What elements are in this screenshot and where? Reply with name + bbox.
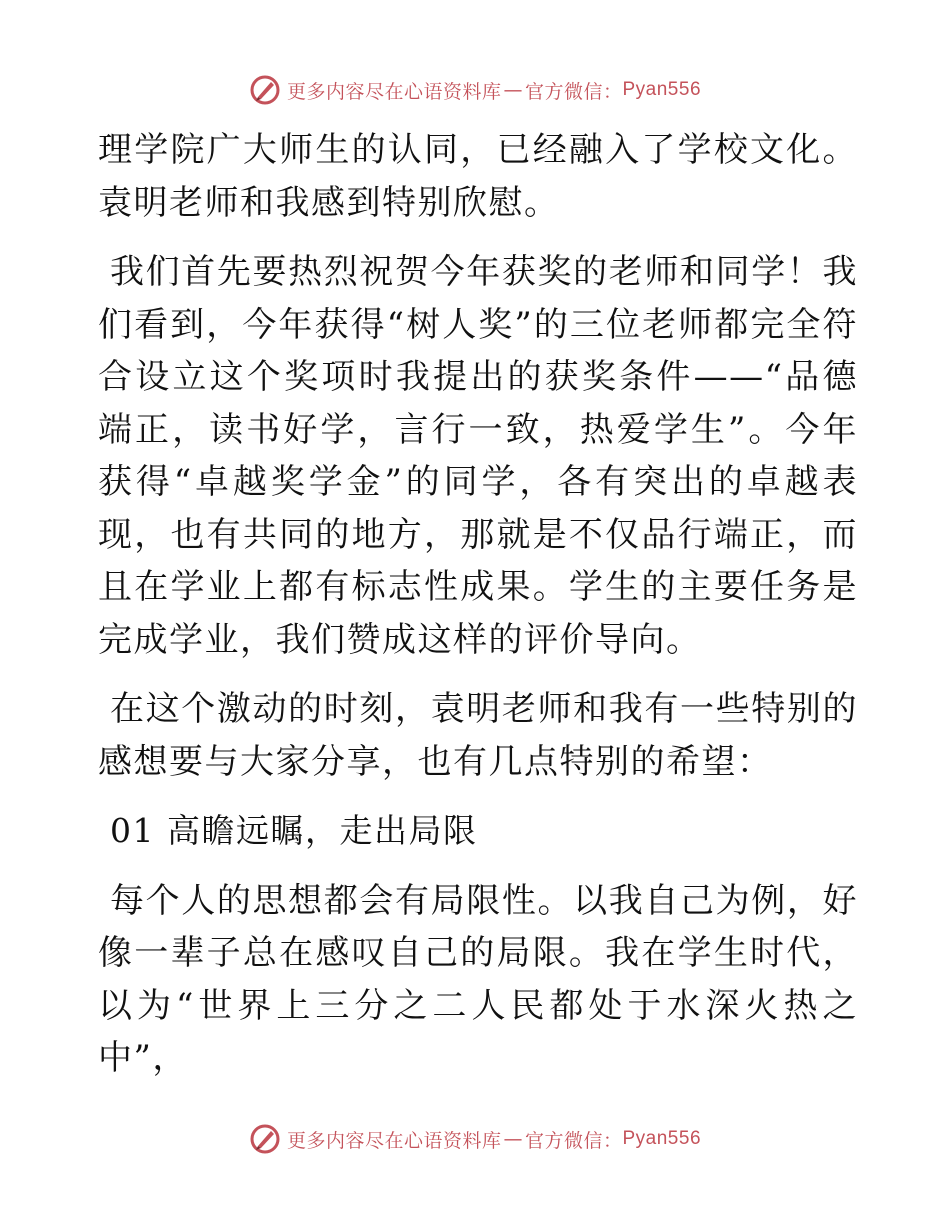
watermark-account-label: 官方微信： [524,80,623,103]
paragraph-2: 我们首先要热烈祝贺今年获奖的老师和同学！我们看到，今年获得“树人奖”的三位老师都完全符合设立这个奖项时我提出的获奖条件——“品德端正，读书好学，言行一致，热爱学生”。今年获得“卓越奖学金”的同学，各有突出的卓越表现，也有共同的地方，那就是不仅品行端正，而且在学业上都有标志性成果。学生的主要任务是完成学业，我们赞成这样的评价导向。 [98,252,858,660]
paragraph-1: 理学院广大师生的认同，已经融入了学校文化。袁明老师和我感到特别欣慰。 [98,130,858,223]
watermark-account-label: 官方微信： [524,1129,623,1152]
document-body [98,124,858,1085]
paragraph-4: 每个人的思想都会有局限性。以我自己为例，好像一辈子总在感叹自己的局限。我在学生时代，以为“世界上三分之二人民都处于水深火热之中”， [98,880,858,1078]
section-heading: 01 高瞻远瞩，走出局限 [110,811,478,850]
watermark-text: 更多内容尽在心语资料库 [286,80,502,103]
watermark-text: 更多内容尽在心语资料库 [286,1129,502,1152]
pen-circle-logo-icon [249,74,281,106]
header-watermark [0,70,950,110]
watermark-account-id: Pyan556 [622,1128,702,1149]
footer-watermark [0,1119,950,1159]
watermark-separator: — [503,1128,523,1150]
pen-circle-logo-icon [249,1123,281,1155]
watermark-account-id: Pyan556 [622,79,702,100]
paragraph-3: 在这个激动的时刻，袁明老师和我有一些特别的感想要与大家分享，也有几点特别的希望： [98,689,858,782]
watermark-separator: — [503,79,523,101]
